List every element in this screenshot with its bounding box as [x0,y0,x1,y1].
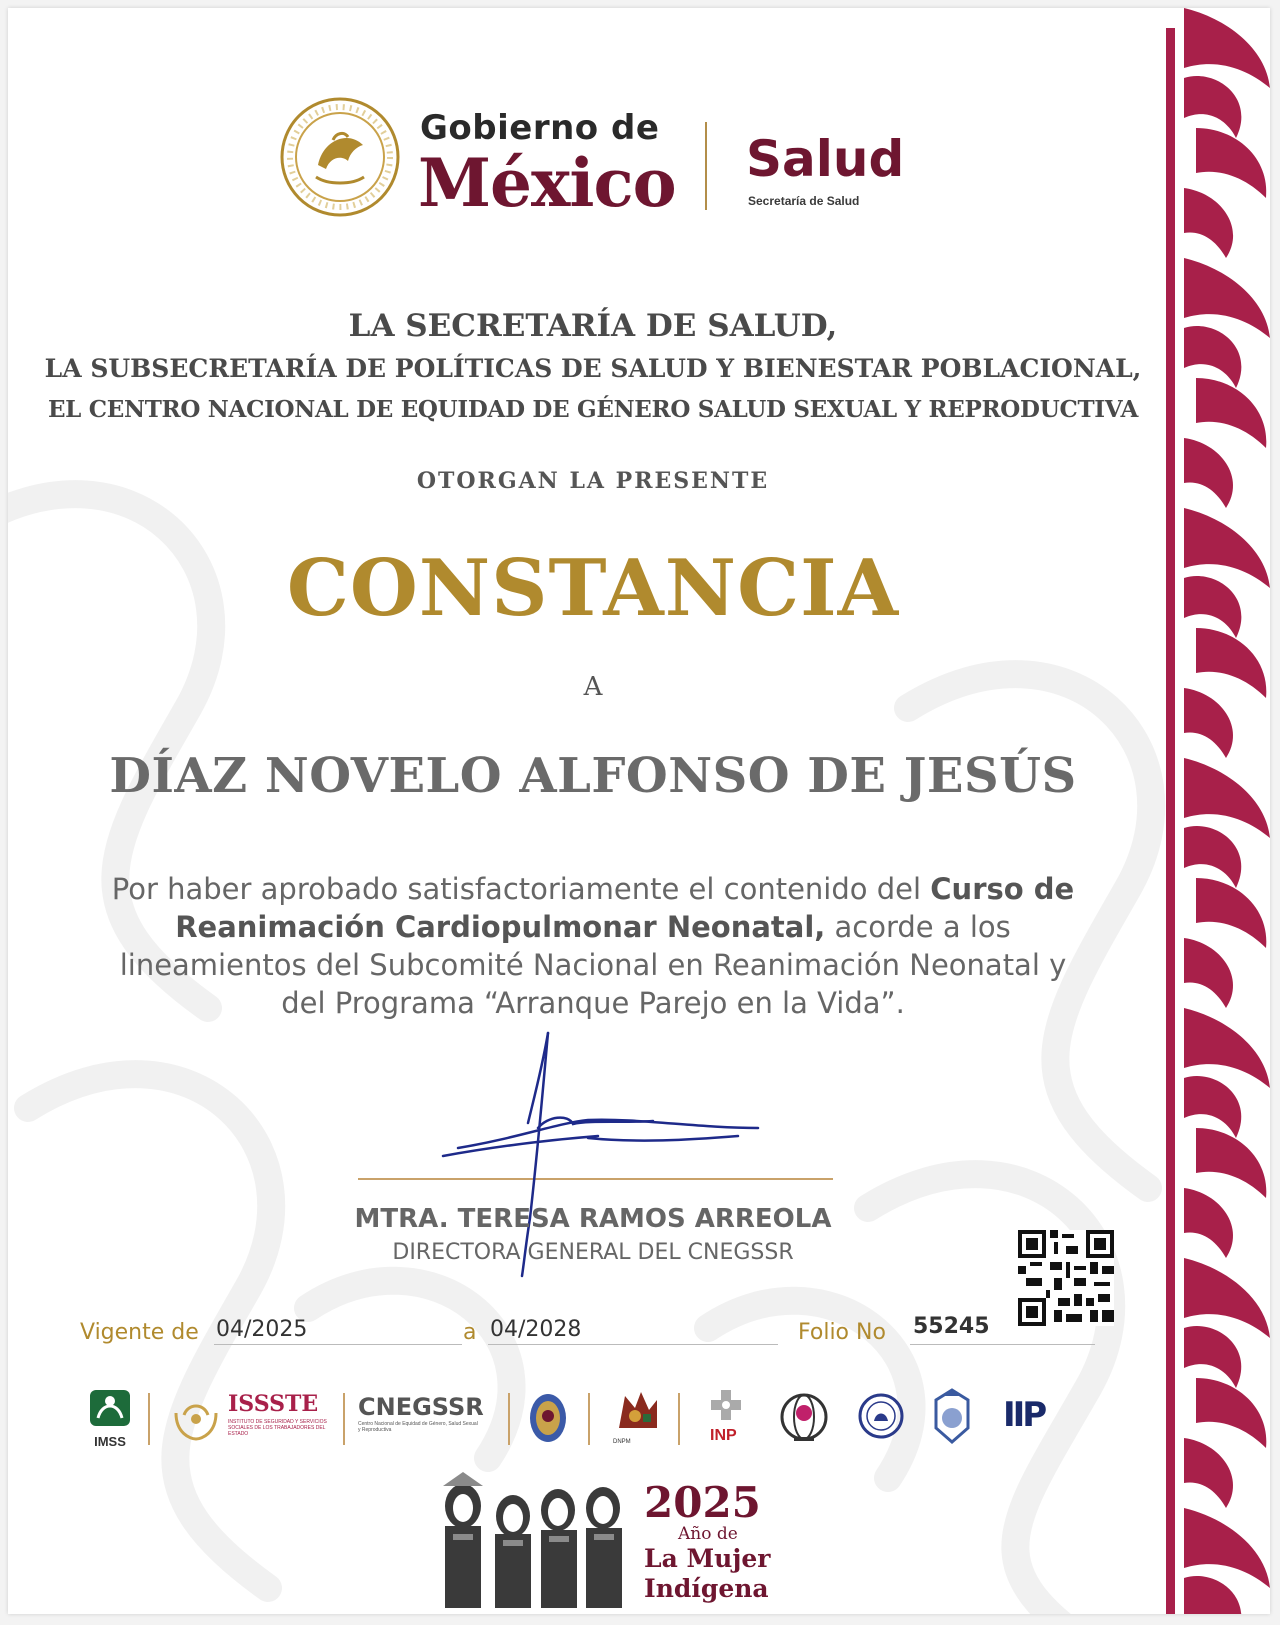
valid-to-label: a [463,1320,477,1345]
folio-label: Folio No [798,1320,886,1345]
course-name: Curso de Reanimación Cardiopulmonar Neonatal, [175,872,1075,944]
logo-separator [588,1393,590,1445]
footer-line1: Año de [678,1524,738,1544]
globe-seal-icon [778,1393,830,1443]
institution-line-2: LA SUBSECRETARÍA DE POLÍTICAS DE SALUD Y BIENESTAR POBLACIONAL, [44,354,1142,383]
dnpm-emblem-icon [613,1388,663,1434]
logo-separator [508,1393,510,1445]
body-part2: acorde a los lineamientos del Subcomité Nacional en Reanimación Neonatal y del Programa “Arranque Parejo en la Vida”. [119,910,1067,1020]
inp-cross-icon [708,1388,744,1422]
certificate-body [108,870,1078,1022]
valid-from-value: 04/2025 [216,1317,308,1342]
certificate-page [8,8,1270,1614]
qr-code[interactable] [1018,1230,1114,1326]
decorative-border [1166,8,1270,1614]
recipient-name: DÍAZ NOVELO ALFONSO DE JESÚS [109,748,1077,804]
watermark-pattern [8,8,1168,1614]
issste-label: ISSSTE [228,1391,319,1417]
imss-emblem-icon [88,1388,132,1428]
institution-line-1: LA SECRETARÍA DE SALUD, [348,308,838,344]
iip-label: IIP [1003,1395,1045,1435]
folio-underline [910,1344,1095,1345]
folio-value: 55245 [913,1314,990,1339]
salud-subtitle: Secretaría de Salud [748,194,860,208]
national-seal-icon [278,95,402,219]
issste-subtitle: INSTITUTO DE SEGURIDAD Y SERVICIOS SOCIALES DE LOS TRABAJADORES DEL ESTADO [228,1419,327,1437]
logo-separator [343,1393,345,1445]
institution-logos [78,1383,1118,1453]
imss-logo [88,1388,132,1450]
institution-line-3: EL CENTRO NACIONAL DE EQUIDAD DE GÉNERO SALUD SEXUAL Y REPRODUCTIVA [47,396,1139,423]
valid-to-value: 04/2028 [490,1317,582,1342]
iip-logo [1003,1395,1063,1443]
issste-hands-icon [170,1393,222,1443]
footer-year: 2025 [644,1478,761,1527]
hospital-seal-icon [528,1391,568,1445]
cnegssr-subtitle: Centro Nacional de Equidad de Género, Salud Sexual y Reproductiva [358,1421,478,1433]
medical-seal-icon [858,1393,904,1439]
cnegssr-logo [358,1393,498,1443]
cnegssr-label: CNEGSSR [358,1393,484,1421]
indigenous-women-illustration [423,1468,635,1608]
inp-logo [708,1388,748,1448]
footer-line3: Indígena [644,1574,769,1603]
signer-name: MTRA. TERESA RAMOS ARREOLA [354,1204,832,1234]
valid-to-underline [488,1344,778,1345]
shield-seal-icon [928,1388,976,1444]
valid-from-underline [214,1344,462,1345]
logo-separator [148,1393,150,1445]
document-title: CONSTANCIA [286,543,900,634]
valid-from-label: Vigente de [80,1320,199,1345]
footer-line2: La Mujer [644,1544,771,1573]
granting-text: OTORGAN LA PRESENTE [416,468,770,494]
salud-title: Salud [746,130,905,188]
gobierno-line1: Gobierno de [420,108,660,148]
body-part1: Por haber aprobado satisfactoriamente el contenido del [111,872,922,906]
issste-logo [170,1391,330,1449]
dnpm-label: DNPM [613,1439,631,1445]
to-text: A [583,672,603,702]
dnpm-logo [613,1388,663,1448]
header-divider [705,122,707,210]
signer-role: DIRECTORA GENERAL DEL CNEGSSR [392,1240,794,1265]
imss-label: IMSS [94,1434,126,1449]
logo-separator [678,1393,680,1445]
inp-label: INP [710,1427,737,1444]
gobierno-line2: México [418,144,676,222]
